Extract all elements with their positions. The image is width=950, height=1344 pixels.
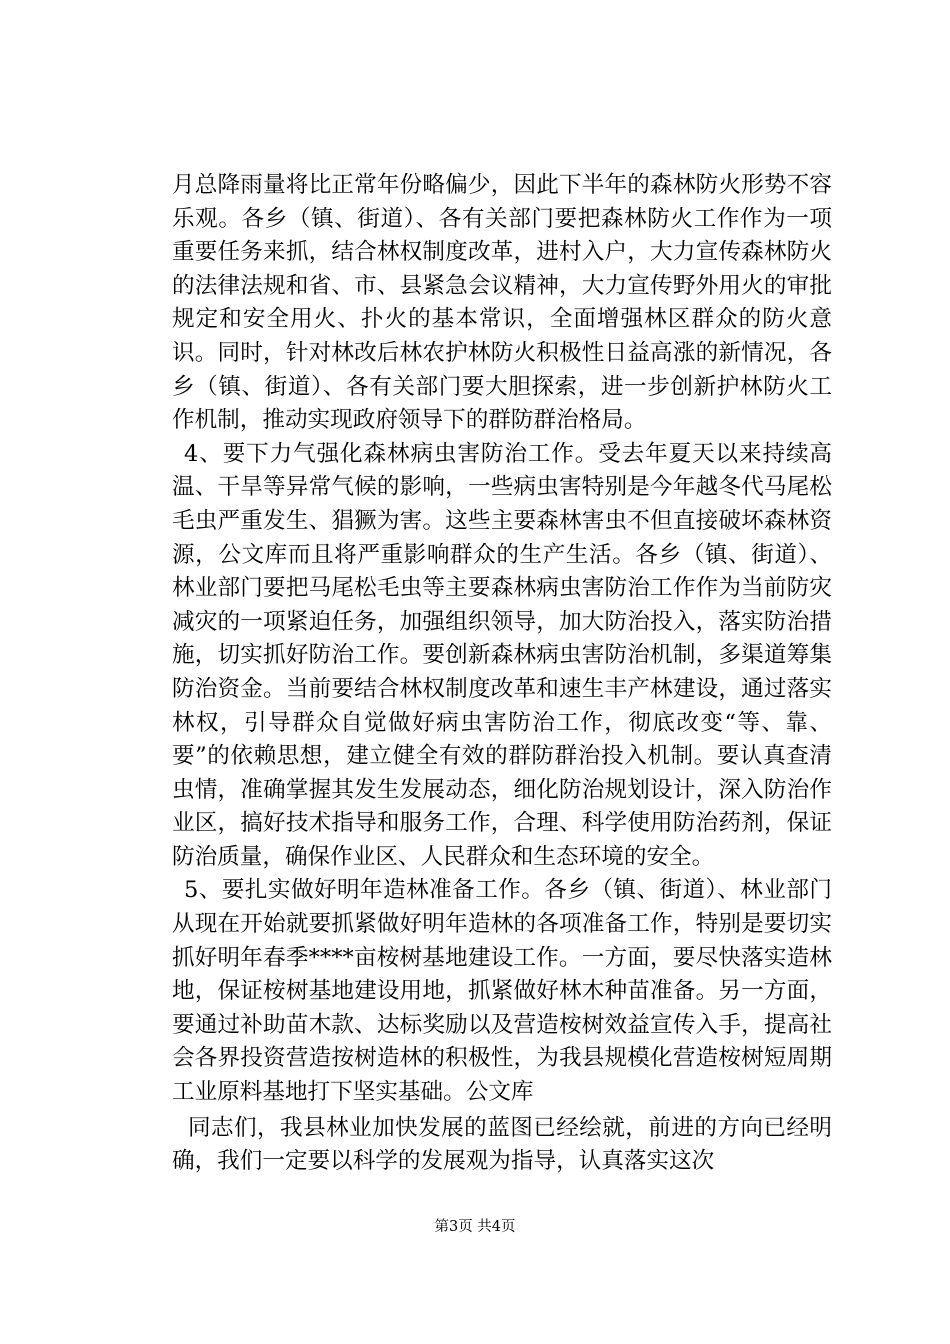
paragraph-afforestation-preparation: 5、要扎实做好明年造林准备工作。各乡（镇、街道）、林业部门从现在开始就要抓紧做好明年造林的各项准备工作，特别是要切实抓好明年春季****亩桉树基地建设工作。一方面，要尽快落实造林地，保证桉树基地建设用地，抓紧做好林木种苗准备。另一方面，要通过补助苗木款、达标奖励以及营造桉树效益宣传入手，提高社会各界投资营造按树造林的积极性，为我县规模化营造桉树短周期工业原料基地打下坚实基础。公文库	[172, 877, 832, 1106]
document-body	[172, 169, 832, 1179]
paragraph-pest-control: 4、要下力气强化森林病虫害防治工作。受去年夏天以来持续高温、干旱等异常气候的影响，一些病虫害特别是今年越冬代马尾松毛虫严重发生、猖獗为害。这些主要森林害虫不但直接破坏森林资源，公文库而且将严重影响群众的生产生活。各乡（镇、街道）、林业部门要把马尾松毛虫等主要森林病虫害防治工作作为当前防灾减灾的一项紧迫任务，加强组织领导，加大防治投入，落实防治措施，切实抓好防治工作。要创新森林病虫害防治机制，多渠道筹集防治资金。当前要结合林权制度改革和速生丰产林建设，通过落实林权，引导群众自觉做好病虫害防治工作，彻底改变“等、靠、要”的依赖思想，建立健全有效的群防群治投入机制。要认真查清虫情，准确掌握其发生发展动态，细化防治规划设计，深入防治作业区，搞好技术指导和服务工作，合理、科学使用防治药剂，保证防治质量，确保作业区、人民群众和生态环境的安全。	[172, 440, 832, 870]
page-number-indicator: 第3页 共4页	[434, 1219, 516, 1235]
paragraph-closing-remarks: 同志们，我县林业加快发展的蓝图已经绘就，前进的方向已经明确，我们一定要以科学的发展观为指导，认真落实这次	[172, 1114, 832, 1175]
page-footer	[0, 1217, 950, 1237]
paragraph-forest-fire-prevention: 月总降雨量将比正常年份略偏少，因此下半年的森林防火形势不容乐观。各乡（镇、街道）、各有关部门要把森林防火工作作为一项重要任务来抓，结合林权制度改革，进村入户，大力宣传森林防火的法律法规和省、市、县紧急会议精神，大力宣传野外用火的审批规定和安全用火、扑火的基本常识，全面增强林区群众的防火意识。同时，针对林改后林农护林防火积极性日益高涨的新情况，各乡（镇、街道）、各有关部门要大胆探索，进一步创新护林防火工作机制，推动实现政府领导下的群防群治格局。	[172, 172, 832, 434]
